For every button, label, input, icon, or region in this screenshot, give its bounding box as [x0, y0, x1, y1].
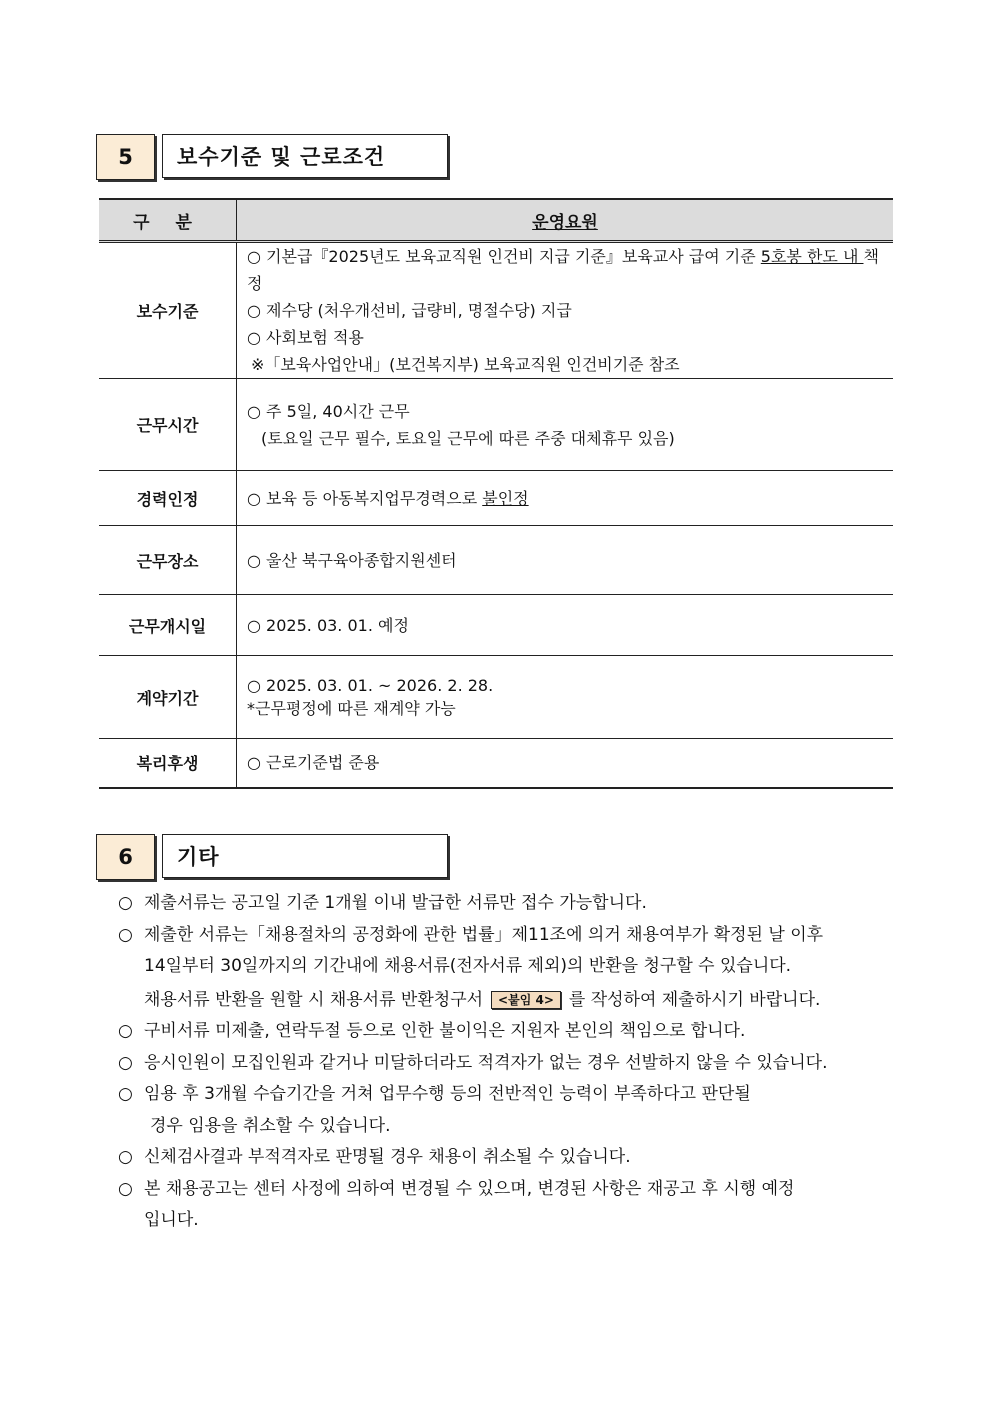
list-item: ○ 신체검사결과 부적격자로 판명될 경우 채용이 취소될 수 있습니다. — [118, 1142, 908, 1174]
pay-line-3: ○ 사회보험 적용 — [247, 328, 364, 347]
list-item-continuation: 경우 임용을 취소할 수 있습니다. — [150, 1115, 391, 1136]
row-value-start: ○ 2025. 03. 01. 예정 — [237, 595, 894, 656]
row-value-pay — [237, 242, 894, 379]
list-item-continuation: 입니다. — [144, 1210, 199, 1230]
pay-line-4: ※「보육사업안내」(보건복지부) 보육교직원 인건비기준 참조 — [251, 355, 680, 374]
table-row-career — [99, 471, 893, 526]
bullet-circle-icon: ○ — [118, 1052, 133, 1073]
bullet-circle-icon: ○ — [118, 1147, 133, 1167]
bullet-circle-icon: ○ — [118, 893, 133, 913]
list-item: ○ 제출한 서류는「채용절차의 공정화에 관한 법률」제11조에 의거 채용여부가 확정된 날 이후 — [118, 920, 908, 952]
row-value-hours — [237, 379, 894, 471]
row-label-contract: 계약기간 — [99, 656, 237, 739]
row-label-pay: 보수기준 — [99, 242, 237, 379]
section6-number: 6 — [96, 834, 155, 880]
bullet-circle-icon: ○ — [118, 1178, 133, 1199]
table-row-contract — [99, 656, 893, 739]
row-value-career: ○ 보육 등 아동복지업무경력으로 불인정 — [237, 471, 894, 526]
section6-title: 기타 — [162, 834, 448, 878]
list-item: ○ 본 채용공고는 센터 사정에 의하여 변경될 수 있으며, 변경된 사항은 재공고 후 시행 예정 — [118, 1174, 908, 1206]
bullet-circle-icon: ○ — [118, 1084, 133, 1104]
section5-number: 5 — [96, 134, 155, 180]
header-staff: 운영요원 — [237, 199, 894, 242]
row-label-start: 근무개시일 — [99, 595, 237, 656]
notes-list — [118, 888, 908, 1237]
row-value-contract — [237, 656, 894, 739]
table-row-hours — [99, 379, 893, 471]
bullet-circle-icon: ○ — [118, 924, 133, 945]
table-row-place — [99, 526, 893, 595]
hours-line-1: ○ 주 5일, 40시간 근무 — [247, 401, 410, 421]
row-label-hours: 근무시간 — [99, 379, 237, 471]
header-category: 구 분 — [99, 199, 237, 242]
table-row-start — [99, 595, 893, 656]
list-item: ○ 제출서류는 공고일 기준 1개월 이내 발급한 서류만 접수 가능합니다. — [118, 888, 908, 920]
contract-line-2: *근무평정에 따른 재계약 가능 — [247, 699, 456, 718]
row-value-place: ○ 울산 북구육아종합지원센터 — [237, 526, 894, 595]
table-header-row — [99, 199, 893, 242]
attachment-tag: <붙임 4> — [491, 991, 561, 1009]
hours-line-2: (토요일 근무 필수, 토요일 근무에 따른 주중 대체휴무 있음) — [261, 428, 675, 448]
row-label-welfare: 복리후생 — [99, 739, 237, 788]
table-row-welfare — [99, 739, 893, 788]
pay-line-2: ○ 제수당 (처우개선비, 급량비, 명절수당) 지급 — [247, 301, 572, 320]
row-label-career: 경력인정 — [99, 471, 237, 526]
pay-line-1: ○ 기본급『2025년도 보육교직원 인건비 지급 기준』보육교사 급여 기준 5호봉 한도 내 책정 — [247, 247, 879, 293]
list-item: ○ 구비서류 미제출, 연락두절 등으로 인한 불이익은 지원자 본인의 책임으로 합니다. — [118, 1016, 908, 1048]
row-value-welfare: ○ 근로기준법 준용 — [237, 739, 894, 788]
bullet-circle-icon: ○ — [118, 1021, 133, 1041]
list-item-continuation: 채용서류 반환을 원할 시 채용서류 반환청구서 <붙임 4> 를 작성하여 제출하시기 바랍니다. — [144, 989, 821, 1010]
list-item: ○ 응시인원이 모집인원과 같거나 미달하더라도 적격자가 없는 경우 선발하지 않을 수 있습니다. — [118, 1048, 908, 1080]
section5-title: 보수기준 및 근로조건 — [162, 134, 448, 178]
pay-conditions-table — [99, 198, 893, 789]
list-item-continuation: 14일부터 30일까지의 기간내에 채용서류(전자서류 제외)의 반환을 청구할 수 있습니다. — [144, 956, 792, 976]
list-item: ○ 임용 후 3개월 수습기간을 거쳐 업무수행 등의 전반적인 능력이 부족하다고 판단될 — [118, 1079, 908, 1111]
table-row-pay — [99, 242, 893, 379]
contract-line-1: ○ 2025. 03. 01. ~ 2026. 2. 28. — [247, 676, 494, 695]
row-label-place: 근무장소 — [99, 526, 237, 595]
